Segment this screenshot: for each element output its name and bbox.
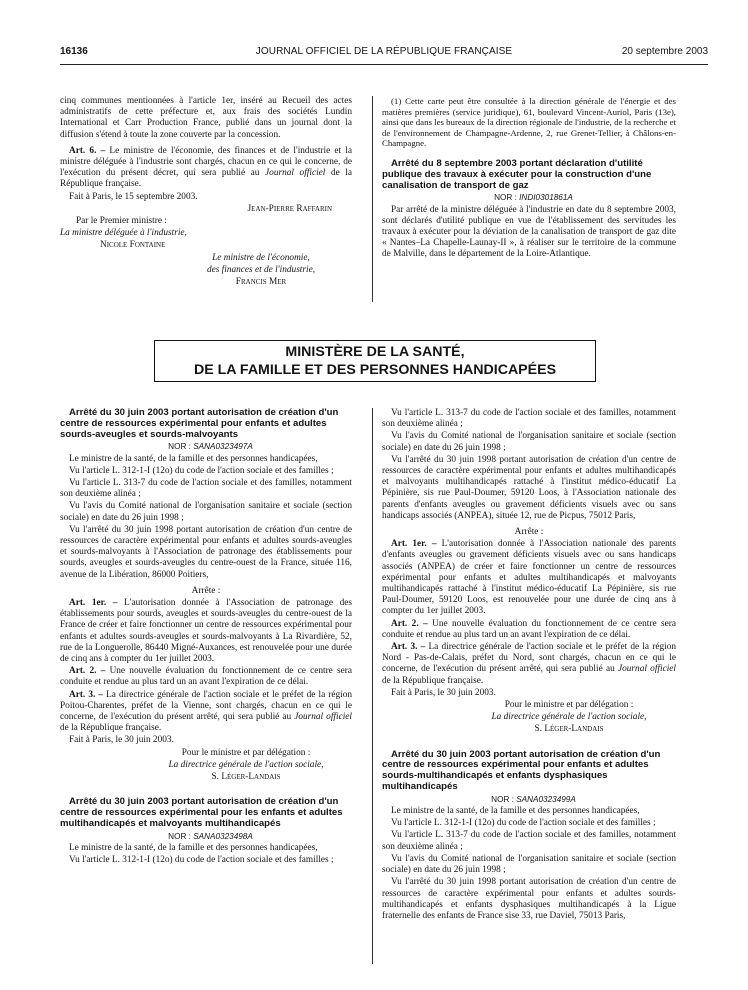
article-6: Art. 6. – Le ministre de l'économie, des finances et de l'industrie et la ministre déléguée à l'industrie sont chargés, chacun en ce qui le concerne, de l'exécution du présent décret, qui sera publié au Journal officiel de la République française. bbox=[60, 145, 353, 190]
arrete-title: Arrêté du 8 septembre 2003 portant déclaration d'utilité publique des travaux à exécuter pour la construction d'une canalisation de transport de gaz bbox=[382, 157, 652, 191]
arrete-title: Arrêté du 30 juin 2003 portant autorisation de création d'un centre de ressources expérimental pour les enfants et adultes multihandicapés et malvoyants multihandicapés bbox=[60, 796, 343, 829]
paragraph: Vu l'article L. 312-1-I (12o) du code de l'action sociale et des familles ; bbox=[391, 818, 656, 829]
signatory-name: Nicole Fontaine bbox=[100, 240, 166, 251]
nor-reference: NOR : SANA0323498A bbox=[168, 831, 253, 841]
paragraph: Vu l'avis du Comité national de l'organisation sanitaire et sociale (section sociale) en date du 26 juin 1998 ; bbox=[60, 501, 352, 523]
paragraph: Vu l'article L. 312-1-I (12o) du code de l'action sociale et des familles ; bbox=[69, 465, 334, 476]
paragraph: Vu l'arrêté du 30 juin 1998 portant autorisation de création d'un centre de ressources de caractère expérimental pour enfants et adultes sourds-multihandicapés et enfants dysphasiques multihandicapés à la Ligue fraternelle des enfants de France sise 33, rue Daviel, 75013 Paris, bbox=[382, 877, 676, 921]
article-2: Art. 2. – Une nouvelle évaluation du fonctionnement de ce centre sera conduite et rendue au plus tard un an avant l'expiration de ce délai. bbox=[60, 666, 352, 688]
paragraph: Vu l'arrêté du 30 juin 1998 portant autorisation de création d'un centre de ressources de caractère expérimental pour enfants et adultes multihandicapés et malvoyants multihandicapés rattaché à l'institut médico-éducatif La Pépinière, sis rue Paul-Doumer, 59120 Loos, à l'Association nationale des parents d'enfants aveugles ou gravement déficients visuels avec ou sans handicaps associés (ANPEA), située 12, rue de Picpus, 75012 Paris, bbox=[382, 454, 676, 521]
page-header bbox=[60, 46, 708, 62]
arrete-heading: Arrête : bbox=[191, 585, 221, 596]
issue-date: 20 septembre 2003 bbox=[621, 46, 708, 57]
arrete-heading: Arrête : bbox=[514, 527, 544, 538]
article-3: Art. 3. – La directrice générale de l'action sociale et le préfet de la région Poitou-Charentes, préfet de la Vienne, sont chargés, chacun en ce qui le concerne, de l'exécution du présent arrêté, qui sera publié au Journal officiel de la République française. bbox=[60, 689, 353, 734]
page-number: 16136 bbox=[60, 46, 88, 57]
paragraph: Vu l'article L. 313-7 du code de l'action sociale et des familles, notamment son deuxième alinéa ; bbox=[60, 478, 352, 500]
signatory-name: Jean-Pierre Raffarin bbox=[247, 203, 332, 214]
paragraph: Le ministre de la santé, de la famille et des personnes handicapées, bbox=[391, 806, 640, 817]
paragraph: Vu l'article L. 312-1-I (12o) du code de l'action sociale et des familles ; bbox=[69, 855, 334, 866]
paragraph: Vu l'article L. 313-7 du code de l'action sociale et des familles, notamment son deuxième alinéa ; bbox=[382, 830, 676, 852]
article-2: Art. 2. – Une nouvelle évaluation du fonctionnement de ce centre sera conduite et rendue au plus tard un an avant l'expiration de ce délai. bbox=[382, 618, 676, 640]
article-label: Art. 6. – bbox=[69, 145, 106, 156]
signatory-name: S. Léger-Landais bbox=[534, 724, 604, 735]
signature-line: Pour le ministre et par délégation : bbox=[504, 700, 634, 711]
paragraph: Vu l'article L. 313-7 du code de l'action sociale et des familles, notamment son deuxième alinéa ; bbox=[382, 408, 676, 430]
signature-date: Fait à Paris, le 30 juin 2003. bbox=[391, 687, 496, 698]
signature-line: La directrice générale de l'action sociale, bbox=[168, 759, 324, 770]
nor-reference: NOR : INDI0301861A bbox=[494, 193, 573, 203]
paragraph: Vu l'avis du Comité national de l'organisation sanitaire et sociale (section sociale) en date du 26 juin 1998 ; bbox=[382, 853, 676, 876]
column-divider bbox=[372, 408, 373, 964]
article-1: Art. 1er. – L'autorisation donnée à l'Association de patronage des établissements pour sourds, aveugles et sourds-aveugles du centre-ouest de la France de créer et faire fonctionner un centre de ressources expérimental pour enfants et adultes sourds-aveugles et sourds-malvoyants à La Rivardière, 52, rue de la Longuerolle, 86440 Migné-Auxances, est renouvelée pour une durée de cinq ans à compter du 1er juillet 2003. bbox=[60, 598, 352, 665]
paragraph: Vu l'arrêté du 30 juin 1998 portant autorisation de création d'un centre de ressources de caractère expérimental pour enfants et adultes sourds-aveugles et sourds-malvoyants à l'Association de patronage des établissements pour sourds, aveugles et sourds-aveugles du centre-ouest de la France, située 116, avenue de la Libération, 86000 Poitiers, bbox=[60, 524, 352, 580]
arrete-title: Arrêté du 30 juin 2003 portant autorisation de création d'un centre de ressources expérimental pour enfants et adultes sourds-aveugles et sourds-malvoyants bbox=[60, 407, 339, 440]
nor-reference: NOR : SANA0323499A bbox=[491, 794, 576, 804]
article-3: Art. 3. – La directrice générale de l'action sociale et le préfet de la région Nord - Pas-de-Calais, préfet du Nord, sont chargés, chacun en ce qui le concerne, de l'exécution du présent arrêté, qui sera publié au Journal officiel de la République française. bbox=[382, 642, 676, 686]
top-left-column bbox=[60, 96, 352, 289]
paragraph: cinq communes mentionnées à l'article 1er, inséré au Recueil des actes administratifs de cette préfecture et, aux frais des sociétés Lundin International et Carr Production France, publié dans un journal dont la diffusion s'étend à toute la zone couverte par la concession. bbox=[60, 96, 352, 140]
signatory-name: S. Léger-Landais bbox=[211, 772, 281, 783]
paragraph: Vu l'avis du Comité national de l'organisation sanitaire et sociale (section sociale) en date du 26 juin 1998 ; bbox=[382, 431, 676, 453]
column-divider bbox=[372, 96, 373, 302]
signature-date: Fait à Paris, le 30 juin 2003. bbox=[69, 735, 174, 746]
signature-line: La directrice générale de l'action sociale, bbox=[491, 712, 647, 723]
bottom-right-column bbox=[382, 408, 676, 923]
arrete-title: Arrêté du 30 juin 2003 portant autorisation de création d'un centre de ressources expérimental pour enfants et adultes sourds-multihandicapés et enfants dysphasiques multihandicapés bbox=[382, 748, 661, 793]
paragraph: Par arrêté de la ministre déléguée à l'industrie en date du 8 septembre 2003, sont déclarés d'utilité publique en vue de l'établissement des servitudes les travaux à exécuter pour la déviation de la canalisation de transport de gaz dite « Nantes–La Chapelle-Launay-II », à réaliser sur le territoire de la commune de Malville, dans le département de la Loire-Atlantique. bbox=[382, 204, 676, 260]
signature-line: Le ministre de l'économie, bbox=[212, 252, 310, 263]
ministry-line-2: DE LA FAMILLE ET DES PERSONNES HANDICAPÉES bbox=[193, 362, 557, 378]
article-1: Art. 1er. – L'autorisation donnée à l'Association nationale des parents d'enfants aveugles ou gravement déficients visuels avec ou sans handicaps associés (ANPEA) de créer et faire fonctionner un centre de ressources expérimental pour enfants et adultes multihandicapés et malvoyants multihandicapés rattaché à l'institut médico-éducatif La Pépinière, sis rue Paul-Doumer, 59120 Loos, est renouvelée pour une durée de cinq ans à compter du 1er juillet 2003. bbox=[382, 539, 676, 617]
bottom-left-column bbox=[60, 408, 352, 867]
journal-title: JOURNAL OFFICIEL DE LA RÉPUBLIQUE FRANÇAISE bbox=[255, 46, 513, 57]
paragraph: Le ministre de la santé, de la famille et des personnes handicapées, bbox=[69, 842, 318, 853]
top-right-column bbox=[382, 96, 676, 262]
signature-line: Pour le ministre et par délégation : bbox=[181, 747, 311, 758]
signature-line: La ministre déléguée à l'industrie, bbox=[60, 228, 187, 239]
ministry-banner bbox=[154, 340, 596, 382]
ministry-line-1: MINISTÈRE DE LA SANTÉ, bbox=[285, 344, 465, 360]
footnote: (1) Cette carte peut être consultée à la direction générale de l'énergie et des matières premières (service juridique), 61, boulevard Vincent-Auriol, Paris (13e), ainsi que dans les bureaux de la direction régionale de l'industrie, de la recherche et de l'environnement de Champagne-Ardenne, 2, rue Grenet-Tellier, à Châlons-en-Champagne. bbox=[382, 96, 676, 149]
nor-reference: NOR : SANA0323497A bbox=[168, 442, 253, 452]
paragraph: Le ministre de la santé, de la famille et des personnes handicapées, bbox=[69, 453, 318, 464]
signatory-name: Francis Mer bbox=[235, 277, 287, 288]
signature-line: des finances et de l'industrie, bbox=[206, 264, 316, 275]
signature-date: Fait à Paris, le 15 septembre 2003. bbox=[69, 191, 198, 202]
header-rule bbox=[60, 64, 708, 65]
signature-line: Par le Premier ministre : bbox=[76, 216, 167, 227]
